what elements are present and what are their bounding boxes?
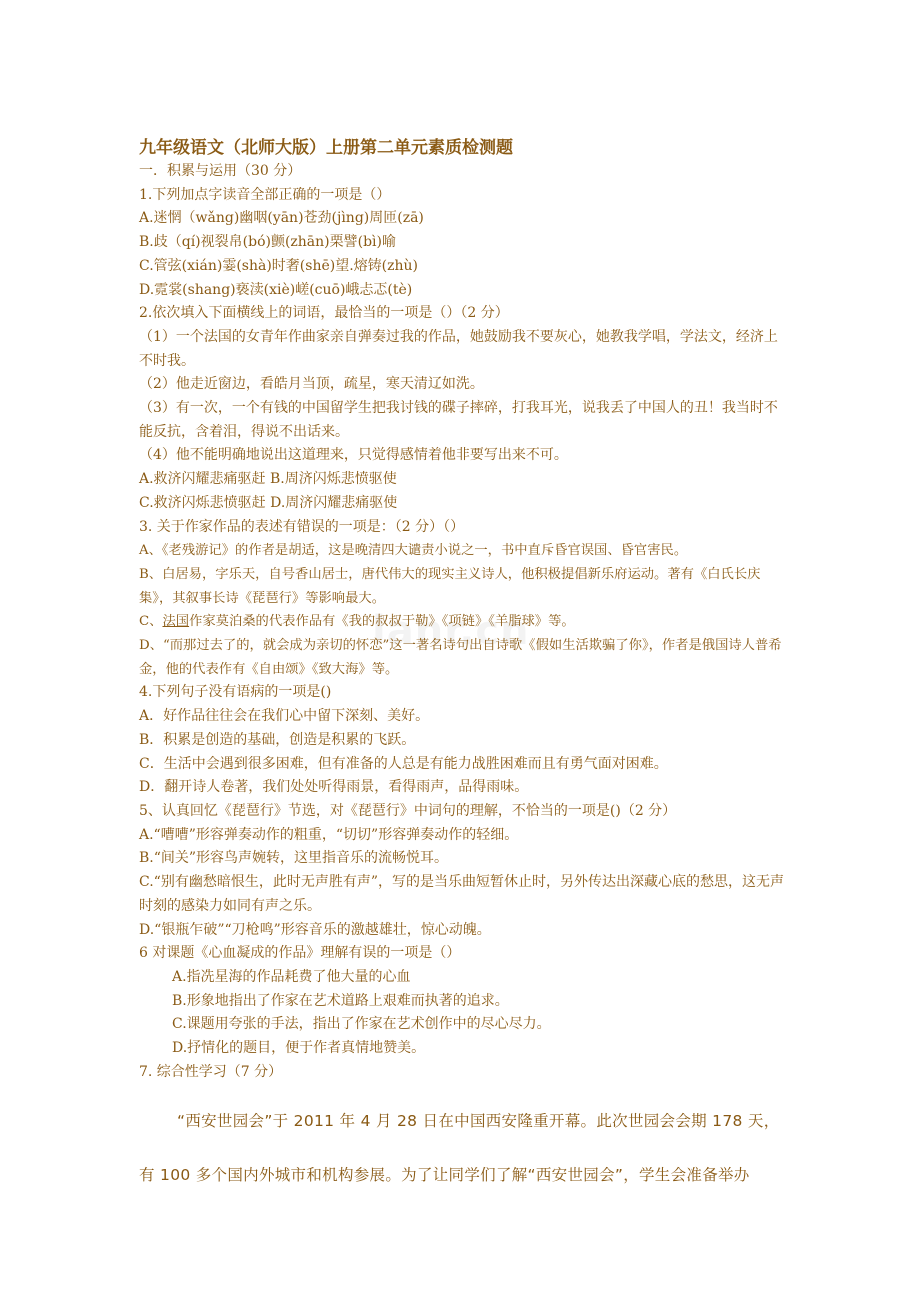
question-1-option-d: D.霓裳(shang)亵渎(xiè)嵯(cuō)峨忐忑(tè) (139, 281, 413, 298)
question-6-option-b: B.形象地指出了作家在艺术道路上艰难而执著的追求。 (172, 992, 509, 1009)
question-5-option-c: C.“别有幽愁暗恨生，此时无声胜有声”，写的是当乐曲短暂休止时，另外传达出深藏心底的愁思，这无声时刻的感染力如同有声之乐。 (139, 874, 784, 914)
question-3-option-c (139, 610, 791, 634)
question-1-option-b: B.歧（qí)视裂帛(bó)颤(zhān)栗譬(bì)喻 (139, 234, 396, 251)
question-6-option-d: D.抒情化的题目，便于作者真情地赞美。 (172, 1040, 426, 1057)
question-5-stem: 5、认真回忆《琵琶行》节选，对《琵琶行》中词句的理解，不恰当的一项是()（2 分） (139, 802, 677, 819)
question-4-option-d: D．翻开诗人卷著，我们处处听得雨景，看得雨声，品得雨味。 (139, 779, 529, 796)
question-7-stem: 7. 综合性学习（7 分） (139, 1063, 283, 1080)
question-4-option-c: C．生活中会遇到很多困难，但有准备的人总是有能力战胜困难而且有勇气面对困难。 (139, 755, 668, 772)
question-6-option-a: A.指冼星海的作品耗费了他大量的心血 (172, 968, 411, 985)
question-5-option-a: A.“嘈嘈”形容弹奏动作的粗重，“切切”形容弹奏动作的轻细。 (139, 826, 519, 843)
question-5-option-b: B.“间关”形容鸟声婉转，这里指音乐的流畅悦耳。 (139, 850, 449, 867)
option-c-prefix: C、 (139, 614, 163, 630)
question-3-option-b: B、白居易，字乐天，自号香山居士，唐代伟大的现实主义诗人，他积极提倡新乐府运动。著有《白氏长庆集》，其叙事长诗《琵琶行》等影响最大。 (139, 566, 761, 606)
question-2-options-ab: A.救济闪耀悲痛驱赶 B.周济闪烁悲愤驱使 (139, 471, 397, 488)
document-body (139, 136, 791, 1202)
question-2-sentence-4: （4）他不能明确地说出这道理来，只觉得感情着他非要写出来不可。 (139, 447, 568, 464)
question-2-sentence-3: （3）有一次，一个有钱的中国留学生把我讨钱的碟子摔碎，打我耳光，说我丢了中国人的丑！我当时不能反抗，含着泪，得说不出话来。 (139, 400, 778, 440)
question-1-option-c: C.管弦(xián)霎(shà)时奢(shē)望.熔铸(zhù) (139, 257, 418, 274)
question-7-paragraph: “西安世园会”于 2011 年 4 月 28 日在中国西安隆重开幕。此次世园会会期 178 天，有 100 多个国内外城市和机构参展。为了让同学们了解“西安世园会”，学生会准备举办 (139, 1112, 780, 1185)
document-title: 九年级语文（北师大版）上册第二单元素质检测题 (139, 138, 513, 158)
question-6-option-c: C.课题用夸张的手法，指出了作家在艺术创作中的尽心尽力。 (172, 1016, 551, 1033)
question-4-option-a: A．好作品往往会在我们心中留下深刻、美好。 (139, 708, 430, 725)
question-3-option-d: D、“而那过去了的，就会成为亲切的怀恋”这一著名诗句出自诗歌《假如生活欺骗了你》，作者是俄国诗人普希金，他的代表作有《自由颂》《致大海》等。 (139, 638, 782, 677)
france-link[interactable]: 法国 (162, 614, 190, 630)
option-c-text: 作家莫泊桑的代表作品有《我的叔叔于勒》《项链》《羊脂球》等。 (189, 614, 575, 630)
question-5-option-d: D.“银瓶乍破”“刀枪鸣”形容音乐的激越雄壮，惊心动魄。 (139, 921, 491, 938)
question-4-option-b: B．积累是创造的基础，创造是积累的飞跃。 (139, 731, 416, 748)
question-2-sentence-1: （1）一个法国的女青年作曲家亲自弹奏过我的作品，她鼓励我不要灰心，她教我学唱，学法文，经济上不时我。 (139, 328, 778, 369)
question-6-stem: 6 对课题《心血凝成的作品》理解有误的一项是（） (139, 945, 461, 962)
question-4-stem: 4.下列句子没有语病的一项是() (139, 684, 332, 701)
question-2-options-cd: C.救济闪烁悲愤驱赶 D.周济闪耀悲痛驱使 (139, 494, 398, 511)
question-2-sentence-2: （2）他走近窗边，看皓月当顶，疏星，寒天清辽如洗。 (139, 376, 484, 393)
question-3-option-a: A、《老残游记》的作者是胡适，这是晚清四大谴责小说之一，书中直斥昏官误国、昏官害民。 (139, 543, 688, 559)
question-3-stem: 3. 关于作家作品的表述有错误的一项是：（2 分）（） (139, 518, 465, 535)
question-1-stem: 1.下列加点字读音全部正确的一项是（） (139, 186, 391, 203)
question-2-stem: 2.依次填入下面横线上的词语，最恰当的一项是（）（2 分） (139, 305, 509, 322)
question-1-option-a: A.迷惘（wǎng)幽咽(yān)苍劲(jìng)周匝(zā) (139, 210, 424, 227)
section-heading: 一．积累与运用（30 分） (139, 163, 302, 179)
